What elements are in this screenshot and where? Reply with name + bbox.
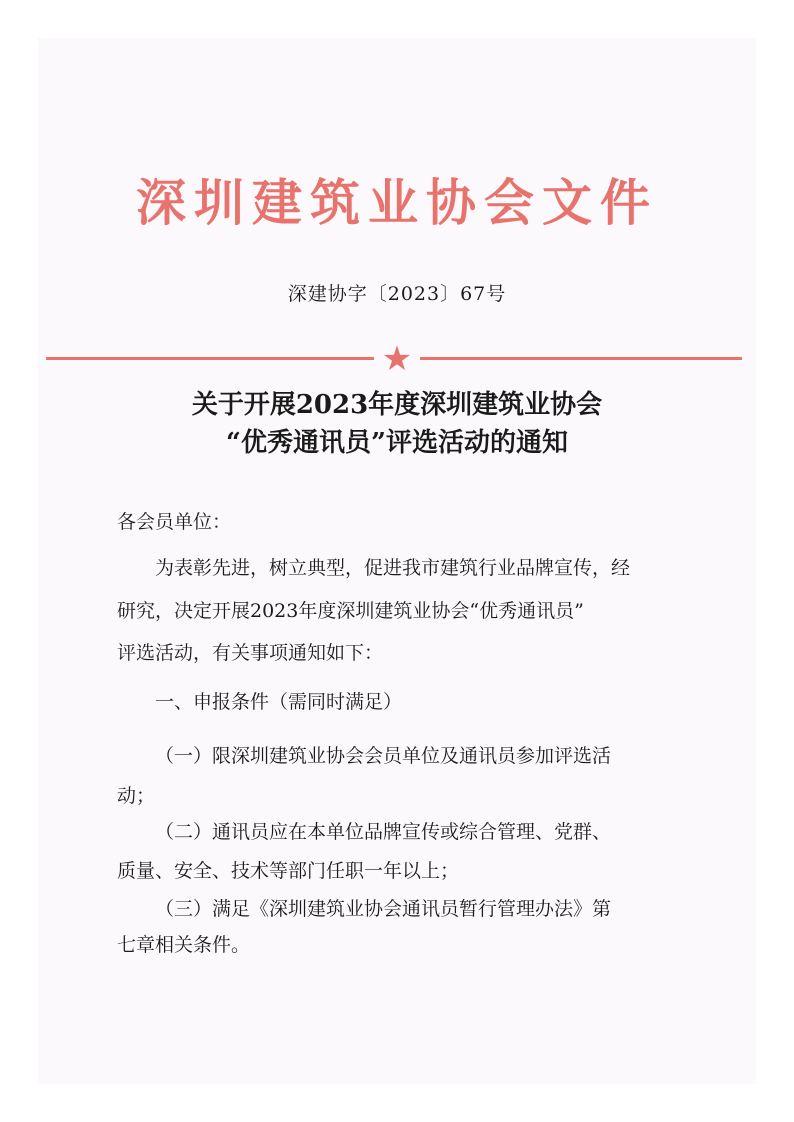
intro-line: 为表彰先进，树立典型，促进我市建筑行业品牌宣传，经 [155, 557, 631, 579]
notice-title-line-2: “优秀通讯员”评选活动的通知 [226, 428, 568, 458]
condition-line: 动； [117, 785, 156, 807]
header-divider-left [46, 357, 374, 360]
document-header-title: 深圳建筑业协会文件 [136, 173, 658, 232]
condition-line: 七章相关条件。 [117, 934, 251, 956]
salutation: 各会员单位： [117, 511, 232, 533]
intro-line: 研究，决定开展2023年度深圳建筑业协会“优秀通讯员” [117, 600, 584, 622]
star-icon: ★ [381, 339, 413, 379]
condition-line: 质量、安全、技术等部门任职一年以上； [117, 860, 460, 882]
intro-line: 评选活动，有关事项通知如下： [117, 642, 384, 664]
header-divider-right [420, 357, 742, 360]
section-heading: 一、申报条件（需同时满足） [155, 691, 403, 713]
condition-line: （二）通讯员应在本单位品牌宣传或综合管理、党群、 [155, 821, 612, 843]
document-number: 深建协字〔2023〕67号 [287, 283, 507, 305]
notice-title-line-1: 关于开展2023年度深圳建筑业协会 [191, 390, 603, 420]
condition-line: （三）满足《深圳建筑业协会通讯员暂行管理办法》第 [155, 898, 612, 920]
condition-line: （一）限深圳建筑业协会会员单位及通讯员参加评选活 [155, 745, 612, 767]
